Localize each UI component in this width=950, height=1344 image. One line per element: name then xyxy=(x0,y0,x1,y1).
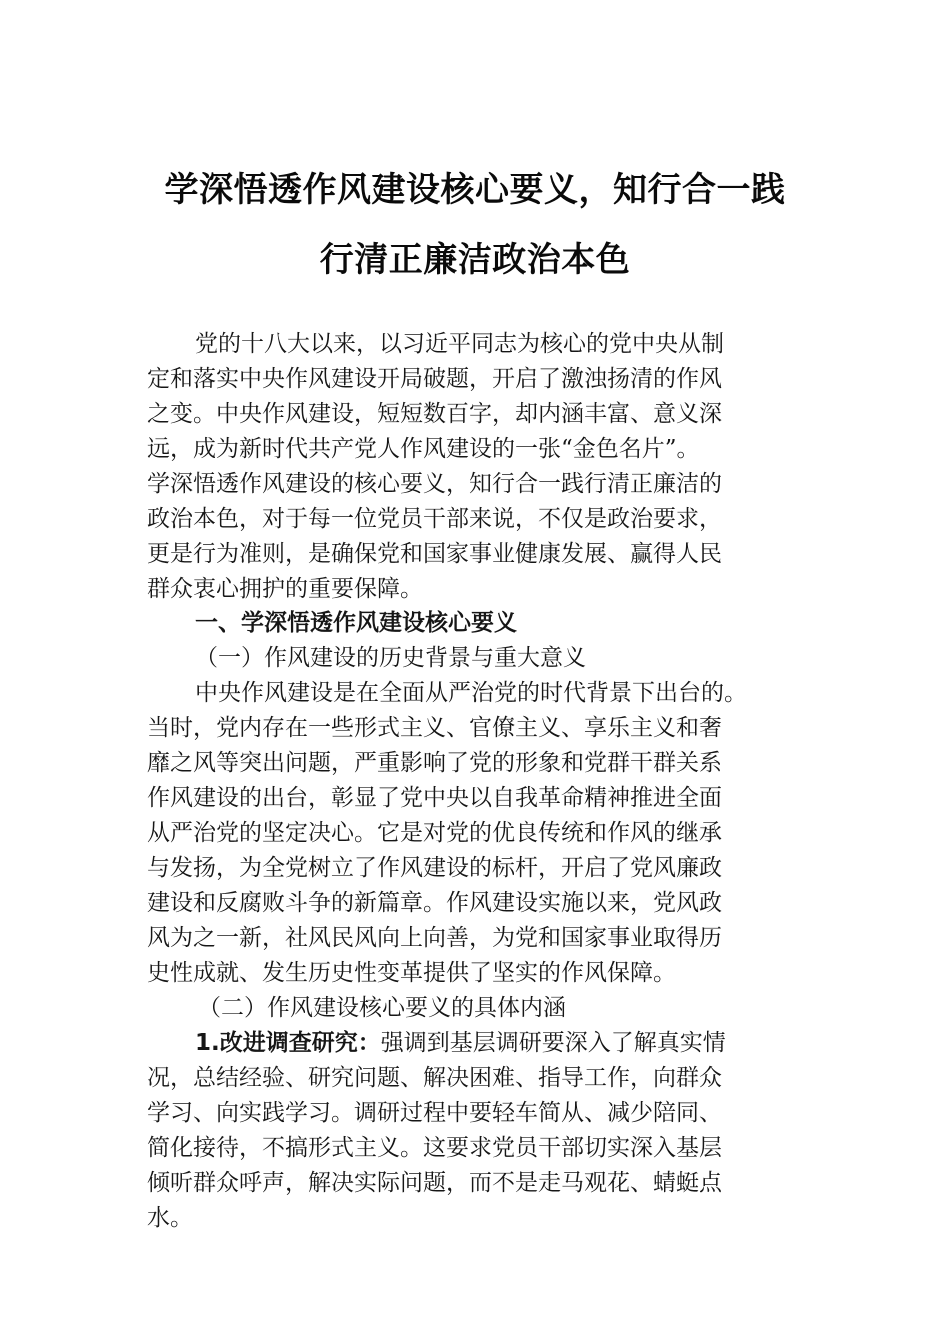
intro-line: 更是行为准则，是确保党和国家事业健康发展、赢得人民 xyxy=(147,541,722,567)
intro-line: 之变。中央作风建设，短短数百字，却内涵丰富、意义深 xyxy=(147,401,722,427)
intro-line: 党的十八大以来，以习近平同志为核心的党中央从制 xyxy=(195,331,724,357)
document-title-line-1: 学深悟透作风建设核心要义，知行合一践 xyxy=(164,170,786,210)
body-line: 当时，党内存在一些形式主义、官僚主义、享乐主义和奢 xyxy=(147,715,722,741)
body-line: 风为之一新，社风民风向上向善，为党和国家事业取得历 xyxy=(147,925,722,951)
document-title-line-2: 行清正廉洁政治本色 xyxy=(319,240,631,280)
subsection-heading: （二）作风建设核心要义的具体内涵 xyxy=(198,995,566,1021)
body-line: 倾听群众呼声，解决实际问题，而不是走马观花、蜻蜓点 xyxy=(147,1170,722,1196)
body-line: 从严治党的坚定决心。它是对党的优良传统和作风的继承 xyxy=(147,820,722,846)
body-line: 作风建设的出台，彰显了党中央以自我革命精神推进全面 xyxy=(147,785,722,811)
intro-line: 学深悟透作风建设的核心要义，知行合一践行清正廉洁的 xyxy=(147,471,722,497)
body-line: 中央作风建设是在全面从严治党的时代背景下出台的。 xyxy=(195,680,747,706)
body-line: 学习、向实践学习。调研过程中要轻车简从、减少陪同、 xyxy=(147,1100,722,1126)
body-line: 与发扬，为全党树立了作风建设的标杆，开启了党风廉政 xyxy=(147,855,722,881)
section-heading: 一、学深悟透作风建设核心要义 xyxy=(195,610,517,636)
list-item-first-line xyxy=(195,1028,726,1058)
intro-line: 群众衷心拥护的重要保障。 xyxy=(147,576,423,602)
body-line: 靡之风等突出问题，严重影响了党的形象和党群干群关系 xyxy=(147,750,722,776)
list-item-lead: 1.改进调查研究： xyxy=(195,1030,381,1056)
intro-line: 远，成为新时代共产党人作风建设的一张“金色名片”。 xyxy=(147,436,700,462)
body-line: 史性成就、发生历史性变革提供了坚实的作风保障。 xyxy=(147,960,676,986)
intro-line: 政治本色，对于每一位党员干部来说，不仅是政治要求， xyxy=(147,506,722,532)
list-item-text: 强调到基层调研要深入了解真实情 xyxy=(380,1030,726,1056)
body-line: 建设和反腐败斗争的新篇章。作风建设实施以来，党风政 xyxy=(147,890,722,916)
body-line: 水。 xyxy=(147,1205,193,1231)
body-line: 况，总结经验、研究问题、解决困难、指导工作，向群众 xyxy=(147,1065,722,1091)
subsection-heading: （一）作风建设的历史背景与重大意义 xyxy=(195,645,586,671)
body-line: 简化接待，不搞形式主义。这要求党员干部切实深入基层 xyxy=(147,1135,722,1161)
intro-line: 定和落实中央作风建设开局破题，开启了激浊扬清的作风 xyxy=(147,366,722,392)
